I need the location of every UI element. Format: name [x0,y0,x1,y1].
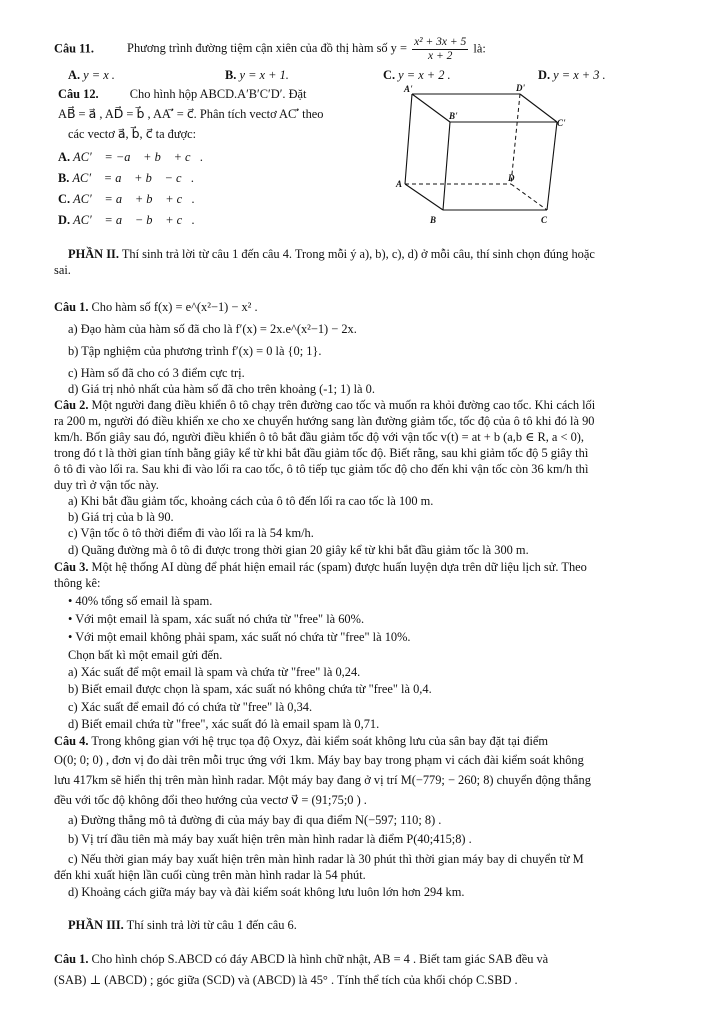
label-D: D [508,173,515,183]
part2-intro-line1: Thí sinh trả lời từ câu 1 đến câu 4. Trong mỗi ý a), b), c), d) ở mỗi câu, thí sinh chọn đúng hoặc [121,247,595,261]
label-A: A [396,179,403,189]
parallelepiped-figure [394,82,574,230]
q11-label: Câu 11. [54,41,94,56]
p2c2-statement-c[interactable]: c) Vận tốc ô tô thời điểm đi vào lối ra là 54 km/h. [68,526,314,540]
p2c3-line1: Một hệ thống AI dùng để phát hiện email rác (spam) được huấn luyện dựa trên dữ liệu lịch sử. Theo [91,560,587,574]
p2c1-stem: Cho hàm số f(x) = e^(x²−1) − x² . [91,300,258,314]
label-C: C [541,215,548,225]
part3-title: PHẦN III. [68,918,124,932]
q12-line3: các vectơ a⃗, b⃗, c⃗ ta được: [68,127,197,141]
p2-question-3 [54,560,587,575]
question-12 [58,87,307,102]
p2c3-bullet-1: • 40% tổng số email là spam. [68,594,213,608]
label-B1: B' [449,111,458,121]
q11-frac-den: x + 2 [427,50,453,62]
label-D1: D' [516,83,525,93]
p2c2-line1: Một người đang điều khiển ô tô chạy trên đường cao tốc và muốn ra khỏi đường cao tốc. Khi cách lối [91,398,596,412]
p3c1-line2: (SAB) ⊥ (ABCD) ; góc giữa (SCD) và (ABCD) là 45° . Tính thể tích của khối chóp C.SBD . [54,973,518,987]
part2-intro-line2: sai. [54,263,71,277]
label-C1: C' [557,118,566,128]
q12-line2: AB⃗ = a⃗ , AD⃗ = b⃗ , AA′⃗ = c⃗. Phân tích vectơ AC′⃗ theo [58,107,324,121]
edge-B1-B [443,122,450,210]
p2c4-label: Câu 4. [54,734,89,748]
q11-option-b[interactable]: B. y = x + 1. [225,68,289,82]
q11-option-a[interactable]: A. y = x . [68,68,115,82]
p3c1-label: Câu 1. [54,952,89,966]
p2c3-line2: thông kê: [54,576,101,590]
p2c2-label: Câu 2. [54,398,89,412]
part2-intro [68,247,595,262]
p2c2-line6: duy trì ở vận tốc này. [54,478,159,492]
p2c4-statement-b[interactable]: b) Vị trí đầu tiên mà máy bay xuất hiện trên màn hình radar là điểm P(40;415;8) . [68,832,472,846]
p2c2-line3: km/h. Bốn giây sau đó, người điều khiển ô tô bắt đầu giảm tốc độ với vận tốc v(t) = at + b (a,b ∈ R, a < 0), [54,430,585,444]
q12-label: Câu 12. [58,87,99,101]
p2c3-label: Câu 3. [54,560,89,574]
p2c3-statement-a[interactable]: a) Xác suất để một email là spam và chứa từ "free" là 0,24. [68,665,361,679]
p2c2-line5: ô tô đi vào lối ra. Sau khi đi vào lối ra cao tốc, ô tô tiếp tục giảm tốc độ cho đến khi vận tốc còn 36 km/h thì [54,462,589,476]
p2c2-statement-a[interactable]: a) Khi bắt đầu giảm tốc, khoảng cách của ô tô đến lối ra cao tốc là 100 m. [68,494,434,508]
p2c4-line3: lưu 417km sẽ hiển thị trên màn hình radar. Một máy bay đang ở vị trí M(−779; − 260; 8) chuyển động thẳng [54,773,591,787]
p2c4-statement-c[interactable]: c) Nếu thời gian máy bay xuất hiện trên màn hình radar là 30 phút thì thời gian máy bay di chuyển từ M [68,852,584,866]
p2c1-label: Câu 1. [54,300,89,314]
p2c3-pick: Chọn bất kì một email gửi đến. [68,648,223,662]
p2c2-statement-d[interactable]: d) Quãng đường mà ô tô đi được trong thời gian 20 giây kể từ khi bắt đầu giảm tốc là 300 m. [68,543,529,557]
q11-frac-num: x² + 3x + 5 [414,36,467,48]
p2-question-2 [54,398,595,413]
p2-question-4 [54,734,548,749]
q12-option-d[interactable]: D. AC′⃗ = a⃗ − b⃗ + c⃗. [58,213,195,227]
p2c4-line4: đều với tốc độ không đổi theo hướng của vectơ v⃗ = (91;75;0 ) . [54,793,367,807]
p2c1-statement-c[interactable]: c) Hàm số đã cho có 3 điểm cực trị. [68,366,245,380]
q11-stem: Phương trình đường tiệm cận xiên của đồ thị hàm số y = [127,41,407,56]
edge-A1-A [405,94,412,184]
q12-option-b[interactable]: B. AC′⃗ = a⃗ + b⃗ − c⃗. [58,171,195,185]
p2c4-line2: O(0; 0; 0) , đơn vị đo dài trên mỗi trục ứng với 1km. Máy bay bay trong phạm vi cách đài kiểm soát không [54,753,584,767]
label-B: B [430,215,437,225]
p2c3-statement-c[interactable]: c) Xác suất để email đó có chứa từ "free" là 0,34. [68,700,313,714]
edge-A-B [405,184,443,210]
part2-title: PHẦN II. [68,247,119,261]
p2c4-line1: Trong không gian với hệ trục tọa độ Oxyz, đài kiểm soát không lưu của sân bay đặt tại điểm [91,734,549,748]
edge-C1-C [547,122,557,210]
edge-D-C-hidden [511,184,547,210]
edge-D1-D-hidden [511,94,520,184]
p2c2-line4: trong đó t là thời gian tính bằng giây kể từ khi bắt đầu giảm tốc độ. Biết rằng, sau khi giảm tốc độ 5 giây thì [54,446,589,460]
p3-question-1 [54,952,548,967]
p2c4-statement-c-cont: đến khi xuất hiện lần cuối cùng trên màn hình radar là 54 phút. [54,868,366,882]
p2c3-bullet-2: • Với một email là spam, xác suất nó chứa từ "free" là 60%. [68,612,365,626]
question-11 [54,36,486,63]
p2c3-bullet-3: • Với một email không phải spam, xác suất nó chứa từ "free" là 10%. [68,630,411,644]
q11-option-c[interactable]: C. y = x + 2 . [383,68,451,82]
label-A1: A' [404,84,413,94]
q11-stem-end: là: [473,41,486,56]
p2c1-statement-a[interactable]: a) Đạo hàm của hàm số đã cho là f′(x) = 2x.e^(x²−1) − 2x. [68,322,357,336]
p3c1-line1: Cho hình chóp S.ABCD có đáy ABCD là hình chữ nhật, AB = 4 . Biết tam giác SAB đều và [91,952,549,966]
q12-option-a[interactable]: A. AC′⃗ = −a⃗ + b⃗ + c⃗. [58,150,204,164]
p2-question-1 [54,300,258,315]
edge-D1-C1 [520,94,557,122]
q12-line1: Cho hình hộp ABCD.A′B′C′D′. Đặt [129,87,307,101]
p2c4-statement-a[interactable]: a) Đường thẳng mô tả đường đi của máy bay đi qua điểm N(−597; 110; 8) . [68,813,442,827]
part3-intro-text: Thí sinh trả lời từ câu 1 đến câu 6. [126,918,297,932]
part3-intro [68,918,297,933]
p2c3-statement-d[interactable]: d) Biết email chứa từ "free", xác suất đó là email spam là 0,71. [68,717,380,731]
p2c2-line2: ra 200 m, người đó điều khiển xe cho xe chuyển hướng sang làn đường giảm tốc, tốc độ của ô tô khi đó là 90 [54,414,595,428]
p2c3-statement-b[interactable]: b) Biết email được chọn là spam, xác suất nó không chứa từ "free" là 0,4. [68,682,432,696]
p2c2-statement-b[interactable]: b) Giá trị của b là 90. [68,510,174,524]
p2c4-statement-d[interactable]: d) Khoảng cách giữa máy bay và đài kiểm soát không lưu luôn lớn hơn 294 km. [68,885,465,899]
p2c1-statement-d[interactable]: d) Giá trị nhỏ nhất của hàm số đã cho trên khoảng (-1; 1) là 0. [68,382,375,396]
q11-fraction [412,36,468,63]
q11-option-d[interactable]: D. y = x + 3 . [538,68,606,82]
edge-A1-B1 [412,94,450,122]
p2c1-statement-b[interactable]: b) Tập nghiệm của phương trình f′(x) = 0 là {0; 1}. [68,344,322,358]
q12-option-c[interactable]: C. AC′⃗ = a⃗ + b⃗ + c⃗. [58,192,195,206]
